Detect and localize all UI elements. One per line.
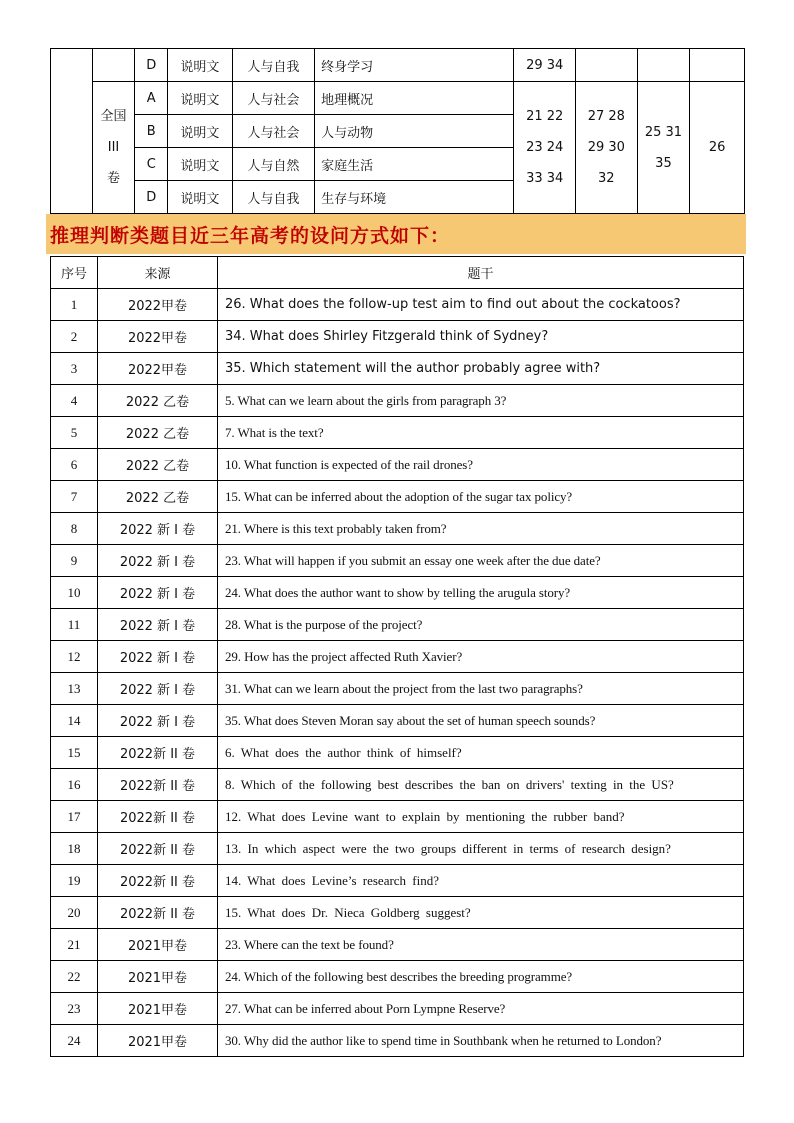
- paper-line: 全国: [100, 109, 127, 124]
- theme-cell: 人与自然: [232, 148, 314, 181]
- table-row: [51, 1025, 744, 1057]
- question-numbers: [637, 49, 690, 82]
- row-question-stem: 24. Which of the following best describes the breeding programme?: [218, 961, 744, 993]
- table-row: [51, 513, 744, 545]
- blank-cell: [92, 49, 135, 82]
- row-source: 2022 乙卷: [98, 481, 218, 513]
- row-number: 21: [51, 929, 98, 961]
- table-row: [51, 961, 744, 993]
- number-line: 33 34: [526, 171, 564, 186]
- theme-cell: 人与社会: [232, 115, 314, 148]
- merged-question-numbers: [637, 82, 690, 214]
- row-number: 14: [51, 705, 98, 737]
- row-source: 2022 新 I 卷: [98, 513, 218, 545]
- row-number: 23: [51, 993, 98, 1025]
- row-number: 11: [51, 609, 98, 641]
- row-source: 2022新 II 卷: [98, 833, 218, 865]
- question-numbers: [690, 49, 745, 82]
- table-row: [51, 577, 744, 609]
- row-question-stem: 35. What does Steven Moran say about the set of human speech sounds?: [218, 705, 744, 737]
- row-question-stem: 27. What can be inferred about Porn Lympne Reserve?: [218, 993, 744, 1025]
- row-number: 5: [51, 417, 98, 449]
- number-line: 35: [655, 155, 672, 171]
- table-row: [51, 321, 744, 353]
- row-number: 22: [51, 961, 98, 993]
- table-row: [51, 641, 744, 673]
- row-question-stem: 15. What can be inferred about the adoption of the sugar tax policy?: [218, 481, 744, 513]
- row-question-stem: 23. Where can the text be found?: [218, 929, 744, 961]
- genre-cell: 说明文: [168, 181, 233, 214]
- row-number: 2: [51, 321, 98, 353]
- row-question-stem: 28. What is the purpose of the project?: [218, 609, 744, 641]
- row-question-stem: 15. What does Dr. Nieca Goldberg suggest?: [218, 897, 744, 929]
- table-row: [51, 385, 744, 417]
- row-question-stem: 30. Why did the author like to spend time in Southbank when he returned to London?: [218, 1025, 744, 1057]
- section-heading-banner: [46, 214, 746, 254]
- row-number: 17: [51, 801, 98, 833]
- question-numbers: [576, 49, 638, 82]
- table-row: [51, 609, 744, 641]
- row-question-stem: 12. What does Levine want to explain by mentioning the rubber band?: [218, 801, 744, 833]
- section-heading: 推理判断类题目近三年高考的设问方式如下：: [50, 225, 451, 247]
- row-source: 2022甲卷: [98, 321, 218, 353]
- topic-cell: 生存与环境: [315, 181, 514, 214]
- merged-question-numbers: [576, 82, 638, 214]
- genre-cell: 说明文: [168, 148, 233, 181]
- row-number: 12: [51, 641, 98, 673]
- table-row: [51, 705, 744, 737]
- table-row: [51, 289, 744, 321]
- row-question-stem: 10. What function is expected of the rail drones?: [218, 449, 744, 481]
- row-number: 7: [51, 481, 98, 513]
- row-number: 8: [51, 513, 98, 545]
- passage-letter: D: [135, 49, 168, 82]
- header-number: 序号: [51, 257, 98, 289]
- table-row: [51, 897, 744, 929]
- topic-cell: 家庭生活: [315, 148, 514, 181]
- row-question-stem: 23. What will happen if you submit an essay one week after the due date?: [218, 545, 744, 577]
- row-question-stem: 14. What does Levine’s research find?: [218, 865, 744, 897]
- row-number: 19: [51, 865, 98, 897]
- row-question-stem: 8. Which of the following best describes the ban on drivers' texting in the US?: [218, 769, 744, 801]
- row-question-stem: 5. What can we learn about the girls from paragraph 3?: [218, 385, 744, 417]
- row-question-stem: 21. Where is this text probably taken from?: [218, 513, 744, 545]
- question-table: [50, 256, 744, 1057]
- passage-letter: A: [135, 82, 168, 115]
- row-number: 15: [51, 737, 98, 769]
- row-question-stem: 6. What does the author think of himself?: [218, 737, 744, 769]
- row-source: 2022 乙卷: [98, 417, 218, 449]
- row-question-stem: 26. What does the follow-up test aim to find out about the cockatoos?: [218, 289, 744, 321]
- row-source: 2022甲卷: [98, 353, 218, 385]
- merged-question-numbers: [514, 82, 576, 214]
- genre-cell: 说明文: [168, 115, 233, 148]
- passage-letter: B: [135, 115, 168, 148]
- row-source: 2022 乙卷: [98, 449, 218, 481]
- row-source: 2022新 II 卷: [98, 769, 218, 801]
- header-source: 来源: [98, 257, 218, 289]
- genre-cell: 说明文: [168, 49, 233, 82]
- row-source: 2022 新 I 卷: [98, 545, 218, 577]
- merged-question-numbers: 26: [690, 82, 745, 214]
- paper-line: III: [107, 140, 120, 155]
- row-number: 16: [51, 769, 98, 801]
- row-source: 2021甲卷: [98, 993, 218, 1025]
- table-row: [51, 865, 744, 897]
- number-line: 29 30: [587, 140, 625, 155]
- table-row: [51, 993, 744, 1025]
- row-source: 2022 乙卷: [98, 385, 218, 417]
- topic-cell: 人与动物: [315, 115, 514, 148]
- table-row: [51, 737, 744, 769]
- row-source: 2021甲卷: [98, 1025, 218, 1057]
- row-number: 10: [51, 577, 98, 609]
- theme-cell: 人与自我: [232, 181, 314, 214]
- row-question-stem: 35. Which statement will the author probably agree with?: [218, 353, 744, 385]
- row-number: 9: [51, 545, 98, 577]
- row-source: 2022 新 I 卷: [98, 577, 218, 609]
- topic-cell: 终身学习: [315, 49, 514, 82]
- row-question-stem: 34. What does Shirley Fitzgerald think of Sydney?: [218, 321, 744, 353]
- paper-name-cell: [92, 82, 135, 214]
- row-number: 24: [51, 1025, 98, 1057]
- row-source: 2022 新 I 卷: [98, 641, 218, 673]
- genre-cell: 说明文: [168, 82, 233, 115]
- row-source: 2022新 II 卷: [98, 801, 218, 833]
- table-row: [51, 833, 744, 865]
- row-source: 2022新 II 卷: [98, 737, 218, 769]
- row-source: 2022新 II 卷: [98, 897, 218, 929]
- row-source: 2022新 II 卷: [98, 865, 218, 897]
- row-number: 1: [51, 289, 98, 321]
- number-line: 27 28: [587, 109, 625, 124]
- row-question-stem: 29. How has the project affected Ruth Xavier?: [218, 641, 744, 673]
- table-header-row: [51, 257, 744, 289]
- table-row: [51, 353, 744, 385]
- paper-line: 卷: [106, 171, 120, 186]
- row-number: 6: [51, 449, 98, 481]
- row-source: 2022 新 I 卷: [98, 673, 218, 705]
- table-row: [51, 481, 744, 513]
- table-row: [51, 417, 744, 449]
- theme-cell: 人与自我: [232, 49, 314, 82]
- number-line: 21 22: [526, 109, 564, 124]
- table-row: [51, 673, 744, 705]
- table-row: [51, 449, 744, 481]
- question-numbers: 29 34: [514, 49, 576, 82]
- row-source: 2022 新 I 卷: [98, 705, 218, 737]
- row-number: 4: [51, 385, 98, 417]
- row-number: 3: [51, 353, 98, 385]
- number-line: 25 31: [644, 124, 683, 140]
- number-line: 32: [598, 171, 615, 186]
- row-question-stem: 13. In which aspect were the two groups different in terms of research design?: [218, 833, 744, 865]
- table-row: [51, 545, 744, 577]
- row-source: 2022甲卷: [98, 289, 218, 321]
- row-source: 2021甲卷: [98, 929, 218, 961]
- row-source: 2022 新 I 卷: [98, 609, 218, 641]
- table-row: [51, 929, 744, 961]
- passage-letter: C: [135, 148, 168, 181]
- blank-cell: [51, 49, 93, 214]
- row-question-stem: 24. What does the author want to show by telling the arugula story?: [218, 577, 744, 609]
- row-number: 20: [51, 897, 98, 929]
- number-line: 23 24: [526, 140, 564, 155]
- table-row: [51, 769, 744, 801]
- row-question-stem: 7. What is the text?: [218, 417, 744, 449]
- row-number: 13: [51, 673, 98, 705]
- passage-letter: D: [135, 181, 168, 214]
- row-question-stem: 31. What can we learn about the project from the last two paragraphs?: [218, 673, 744, 705]
- table-row: [51, 801, 744, 833]
- topic-cell: 地理概况: [315, 82, 514, 115]
- header-stem: 题干: [218, 257, 744, 289]
- row-number: 18: [51, 833, 98, 865]
- row-source: 2021甲卷: [98, 961, 218, 993]
- theme-cell: 人与社会: [232, 82, 314, 115]
- previous-year-table: [50, 48, 745, 214]
